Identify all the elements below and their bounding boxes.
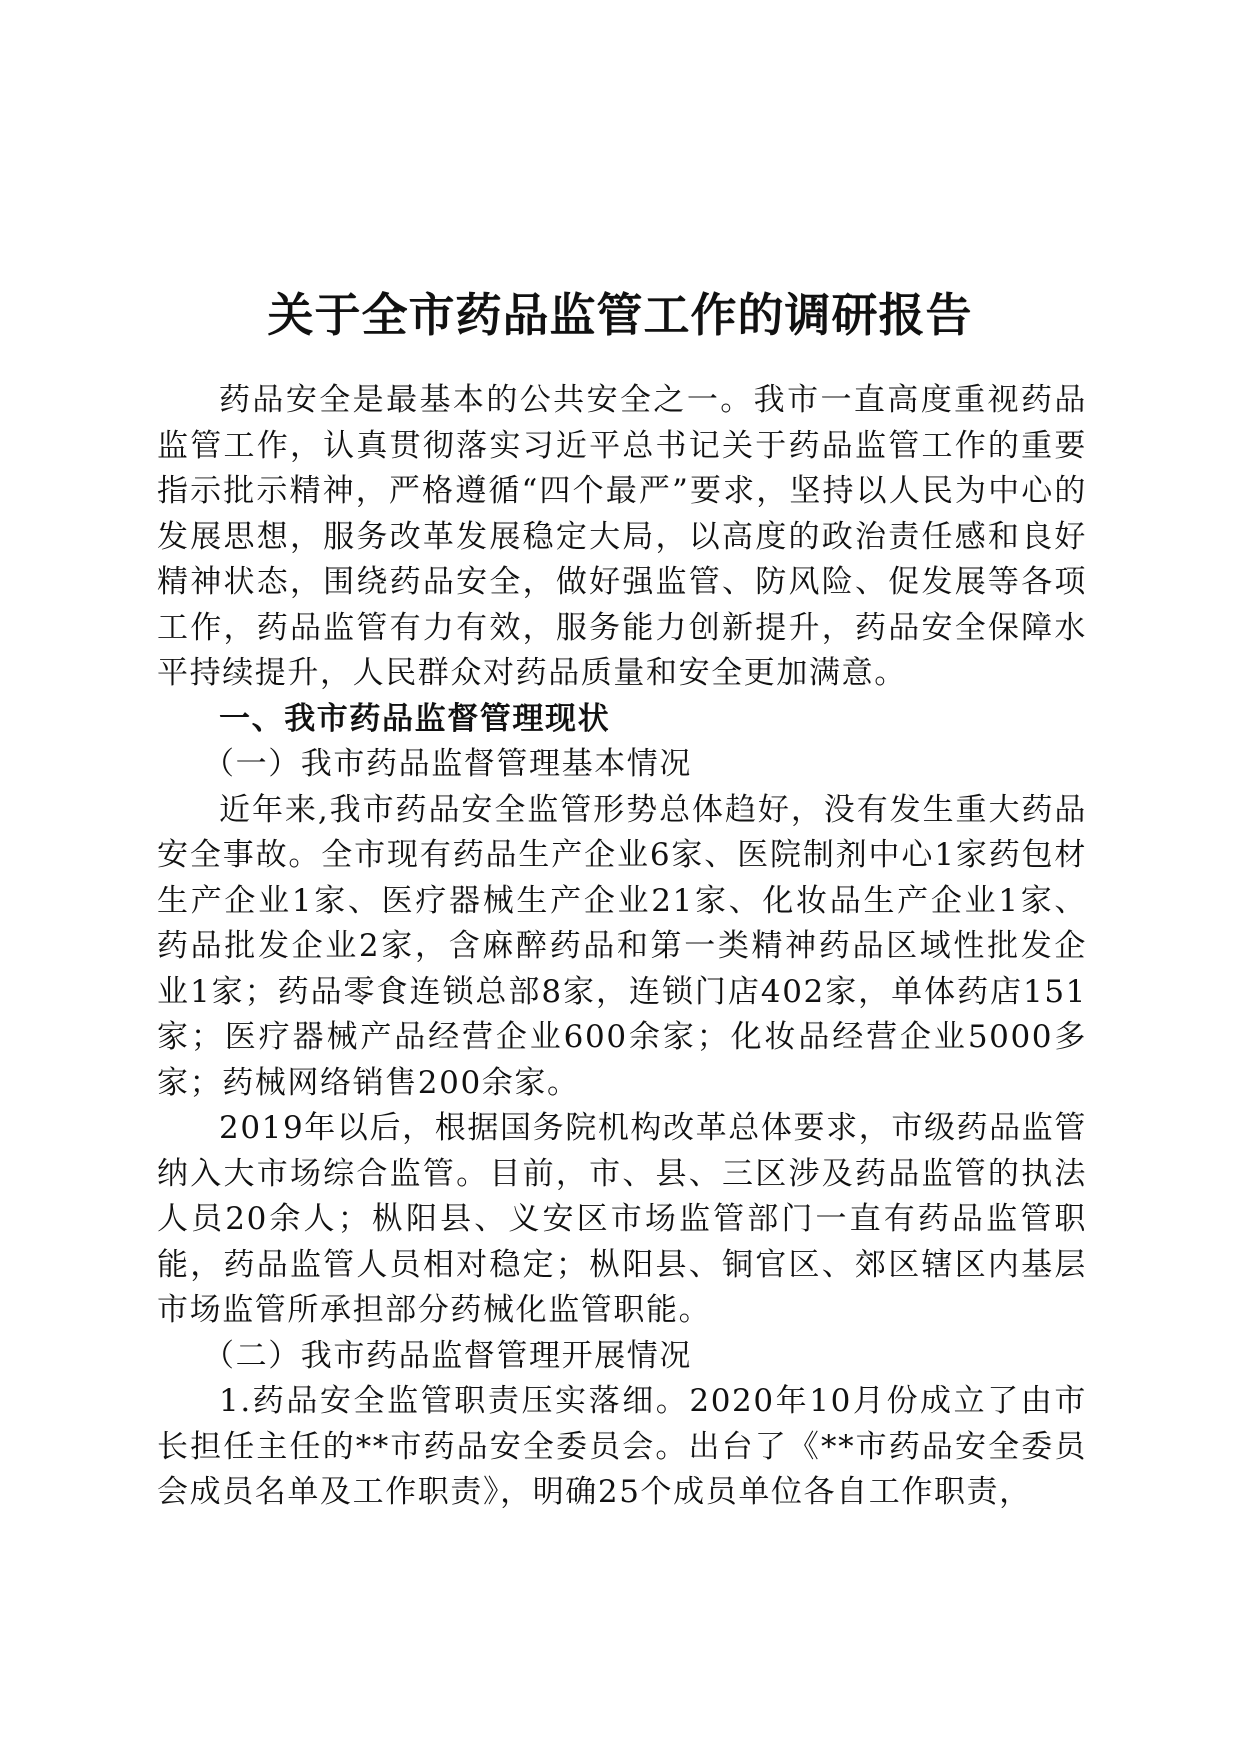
intro-paragraph: 药品安全是最基本的公共安全之一。我市一直高度重视药品监管工作，认真贯彻落实习近平总书记关于药品监管工作的重要指示批示精神，严格遵循“四个最严”要求，坚持以人民为中心的发展思想，服务改革发展稳定大局，以高度的政治责任感和良好精神状态，围绕药品安全，做好强监管、防风险、促发展等各项工作，药品监管有力有效，服务能力创新提升，药品安全保障水平持续提升，人民群众对药品质量和安全更加满意。 [157, 382, 1087, 691]
subsection-heading-2: （二）我市药品监督管理开展情况 [203, 1337, 692, 1374]
document-title: 关于全市药品监管工作的调研报告 [267, 287, 973, 342]
reform-paragraph: 2019年以后，根据国务院机构改革总体要求，市级药品监管纳入大市场综合监管。目前，市、县、三区涉及药品监管的执法人员20余人；枞阳县、义安区市场监管部门一直有药品监管职能，药品监管人员相对稳定；枞阳县、铜官区、郊区辖区内基层市场监管所承担部分药械化监管职能。 [157, 1110, 1087, 1328]
subsection-heading-1: （一）我市药品监督管理基本情况 [203, 746, 692, 782]
basic-situation-paragraph: 近年来,我市药品安全监管形势总体趋好，没有发生重大药品安全事故。全市现有药品生产企业6家、医院制剂中心1家药包材生产企业1家、医疗器械生产企业21家、化妆品生产企业1家、药品批发企业2家，含麻醉药品和第一类精神药品区域性批发企业1家；药品零食连锁总部8家，连锁门店402家，单体药店151家；医疗器械产品经营企业600余家；化妆品经营企业5000多家；药械网络销售200余家。 [157, 791, 1087, 1101]
section-heading-1: 一、我市药品监督管理现状 [219, 700, 611, 737]
document-body [157, 378, 1087, 1516]
responsibility-paragraph: 1.药品安全监管职责压实落细。2020年10月份成立了由市长担任主任的**市药品安全委员会。出台了《**市药品安全委员会成员名单及工作职责》，明确25个成员单位各自工作职责， [157, 1383, 1087, 1510]
